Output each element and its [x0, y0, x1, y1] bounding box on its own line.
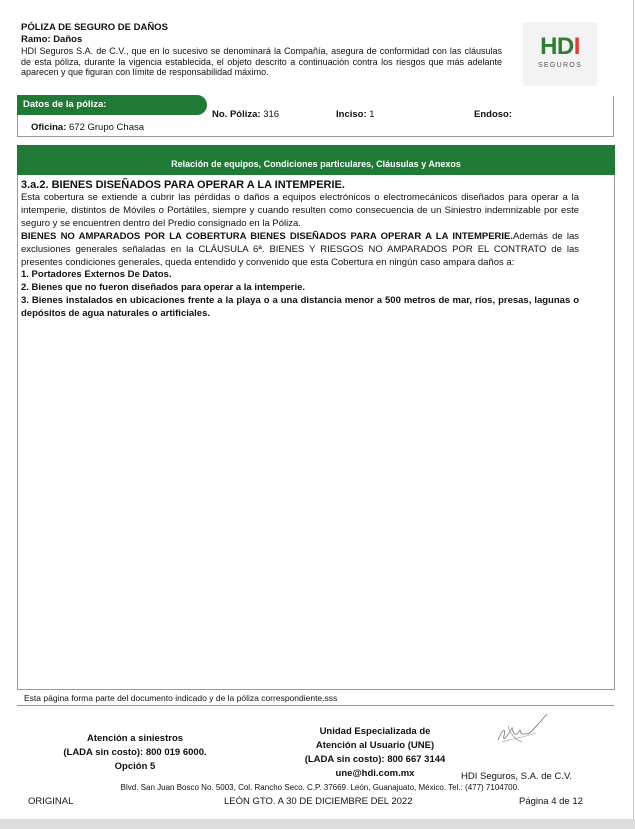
endoso-field	[474, 109, 512, 120]
logo-wordmark	[523, 33, 597, 61]
exclusions-text: Además de las exclusiones generales señaladas en la CLÁUSULA 6ª. BIENES Y RIESGOS NO AMPARADOS POR EL CONTRATO de las presentes condiciones generales, queda entendido y convenido que esta Cobertura en ningún caso ampara daños a:	[21, 230, 579, 268]
signature-image	[492, 712, 552, 752]
oficina-value: 672 Grupo Chasa	[69, 122, 145, 133]
logo-wordmark-text	[540, 33, 580, 60]
logo-letter: I	[573, 33, 580, 60]
poliza-number-label: No. Póliza:	[212, 109, 261, 120]
inciso-field	[336, 109, 375, 120]
logo-subtitle: SEGUROS	[537, 62, 583, 69]
page-number: Página 4 de 12	[519, 796, 583, 807]
une-title-1: Unidad Especializada de	[319, 726, 431, 737]
ramo-label: Ramo: Daños	[21, 34, 83, 45]
company-address: Blvd. San Juan Bosco No. 5003, Col. Rancho Seco. C.P. 37669. León, Guanajuato, México. Tel.: (477) 7104700.	[120, 783, 520, 792]
section-title: 3.a.2. BIENES DISEÑADOS PARA OPERAR A LA INTEMPERIE.	[21, 179, 345, 191]
endoso-label: Endoso:	[474, 109, 512, 120]
claims-phone: (LADA sin costo): 800 019 6000.	[63, 747, 207, 758]
une-email: une@hdi.com.mx	[335, 768, 415, 779]
une-contact	[265, 725, 485, 781]
company-name: HDI Seguros, S.A. de C.V.	[461, 771, 573, 782]
inciso-value: 1	[369, 109, 375, 120]
page-note: Esta página forma parte del documento indicado y de la póliza correspondiente.sss	[24, 693, 338, 703]
poliza-number-value: 316	[263, 109, 280, 120]
exclusions-paragraph	[21, 231, 579, 270]
conditions-content	[21, 178, 579, 321]
inciso-label: Inciso:	[336, 109, 367, 120]
intro-paragraph: HDI Seguros S.A. de C.V., que en lo sucesivo se denominará la Compañía, asegura de conformidad con las cláusulas de esta póliza, durante la vigencia establecida, el objeto descrito a continuación contra los riesgos que más adelante aparecen y que figuran con límite de responsabilidad máximo.	[21, 46, 502, 78]
exclusions-heading: BIENES NO AMPARADOS POR LA COBERTURA BIENES DISEÑADOS PARA OPERAR A LA INTEMPERIE.	[21, 230, 514, 242]
claims-option: Opción 5	[114, 761, 156, 772]
logo-letter: D	[556, 33, 574, 60]
exclusion-item: 1. Portadores Externos De Datos.	[21, 269, 172, 281]
conditions-heading: Relación de equipos, Condiciones particulares, Cláusulas y Anexos	[17, 145, 615, 175]
claims-title: Atención a siniestros	[86, 733, 184, 744]
claims-contact	[40, 732, 230, 774]
poliza-number-field	[212, 109, 279, 120]
exclusion-item: 2. Bienes que no fueron diseñados para operar a la intemperie.	[21, 282, 306, 294]
coverage-paragraph: Esta cobertura se extiende a cubrir las pérdidas o daños a equipos electrónicos o electromecánicos diseñados para operar a la intemperie, distintos de Móviles o Portátiles, siempre y cuando resulten como consecuencia de un Siniestro indemnizable por este seguro y se encuentren dentro del Predio consignado en la Póliza.	[21, 192, 579, 229]
logo-letter: H	[540, 33, 557, 60]
oficina-field	[31, 122, 144, 133]
exclusion-item: 3. Bienes instalados en ubicaciones frente a la playa o a una distancia menor a 500 metros de mar, ríos, presas, lagunas o depósitos de agua naturales o artificiales.	[21, 295, 579, 320]
viewer-bottom-edge	[0, 819, 635, 829]
une-title-2: Atención al Usuario (UNE)	[315, 740, 435, 751]
policy-data-heading: Datos de la póliza:	[17, 95, 207, 115]
footer-divider	[17, 705, 614, 706]
une-phone: (LADA sin costo): 800 667 3144	[304, 754, 446, 765]
copy-type: ORIGINAL	[28, 796, 74, 807]
hdi-logo	[523, 22, 597, 86]
place-date: LEÓN GTO. A 30 DE DICIEMBRE DEL 2022	[224, 796, 413, 807]
oficina-label: Oficina:	[31, 122, 67, 133]
document-title: PÓLIZA DE SEGURO DE DAÑOS	[21, 22, 168, 33]
